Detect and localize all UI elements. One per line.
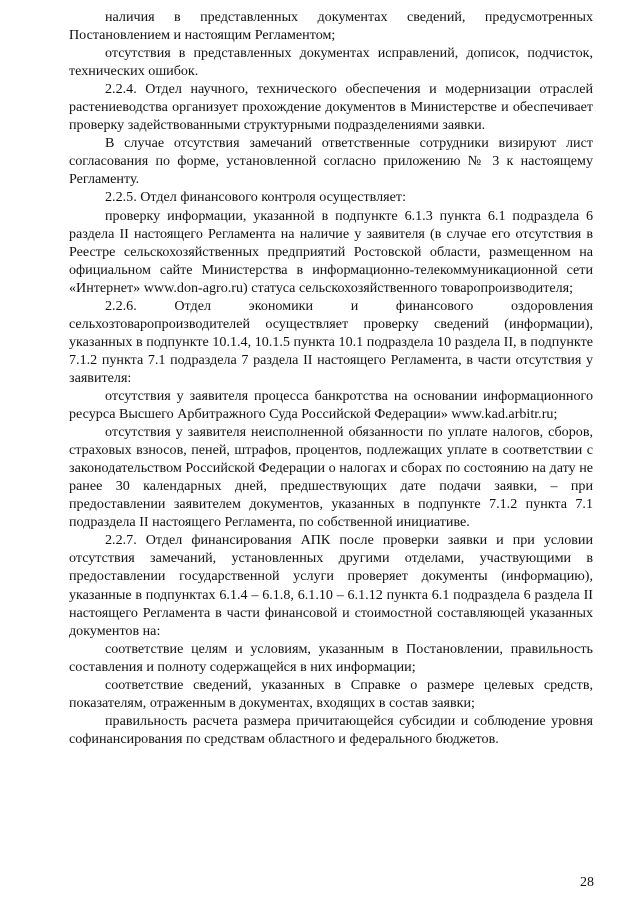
paragraph-6: проверку информации, указанной в подпункте 6.1.3 пункта 6.1 подраздела 6 раздела II настоящего Регламента на наличие у заявителя (в случае его отсутствия в Реестре сельскохозяйственных предприятий Ростовской области, размещенном на официальном сайте Министерства в информационно-телекоммуникационной сети «Интернет» www.don-agro.ru) статуса сельскохозяйственного товаропроизводителя; <box>69 207 593 296</box>
paragraph-8: отсутствия у заявителя процесса банкротства на основании информационного ресурса Высшего Арбитражного Суда Российской Федерации» www.kad.arbitr.ru; <box>69 387 593 423</box>
paragraph-10: 2.2.7. Отдел финансирования АПК после проверки заявки и при условии отсутствия замечаний, установленных другими отделами, участвующими в предоставлении государственной услуги проверяет документы (информацию), указанные в подпунктах 6.1.4 – 6.1.8, 6.1.10 – 6.1.12 пункта 6.1 подраздела 6 раздела II настоящего Регламента в части финансовой и стоимостной составляющей указанных документов на: <box>69 532 593 639</box>
paragraph-11: соответствие целям и условиям, указанным в Постановлении, правильность составления и полноту содержащейся в них информации; <box>69 640 593 675</box>
paragraph-2: отсутствия в представленных документах исправлений, дописок, подчисток, технических ошибок. <box>69 45 593 80</box>
paragraph-7: 2.2.6. Отдел экономики и финансового оздоровления сельхозтоваропроизводителей осуществляет проверку сведений (информации), указанных в подпункте 10.1.4, 10.1.5 пункта 10.1 подраздела 10 раздела II, в подпункте 7.1.2 пункта 7.1 подраздела 7 раздела II настоящего Регламента, в части отсутствия у заявителя: <box>69 297 593 386</box>
paragraph-9: отсутствия у заявителя неисполненной обязанности по уплате налогов, сборов, страховых взносов, пеней, штрафов, процентов, подлежащих уплате в соответствии с законодательством Российской Федерации о налогах и сборах по состоянию на дату не ранее 30 календарных дней, предшествующих дате подачи заявки, – при предоставлении заявителем документов, указанных в подпункте 7.1.2 пункта 7.1 подраздела II настоящего Регламента, по собственной инициативе. <box>69 424 593 531</box>
paragraph-12: соответствие сведений, указанных в Справке о размере целевых средств, показателям, отраженным в документах, входящих в состав заявки; <box>69 676 593 711</box>
paragraph-3: 2.2.4. Отдел научного, технического обеспечения и модернизации отраслей растениеводства организует прохождение документов в Министерстве и обеспечивает проверку задействованными структурными подразделениями заявки. <box>69 81 593 134</box>
document-body <box>69 8 593 748</box>
paragraph-4: В случае отсутствия замечаний ответственные сотрудники визируют лист согласования по форме, установленной согласно приложению № 3 к настоящему Регламенту. <box>69 135 593 188</box>
paragraph-1: наличия в представленных документах сведений, предусмотренных Постановлением и настоящим Регламентом; <box>69 9 593 44</box>
page-number: 28 <box>580 875 594 890</box>
paragraph-5: 2.2.5. Отдел финансового контроля осуществляет: <box>105 189 406 206</box>
paragraph-13: правильность расчета размера причитающейся субсидии и соблюдение уровня софинансирования по средствам областного и федерального бюджетов. <box>69 712 593 747</box>
